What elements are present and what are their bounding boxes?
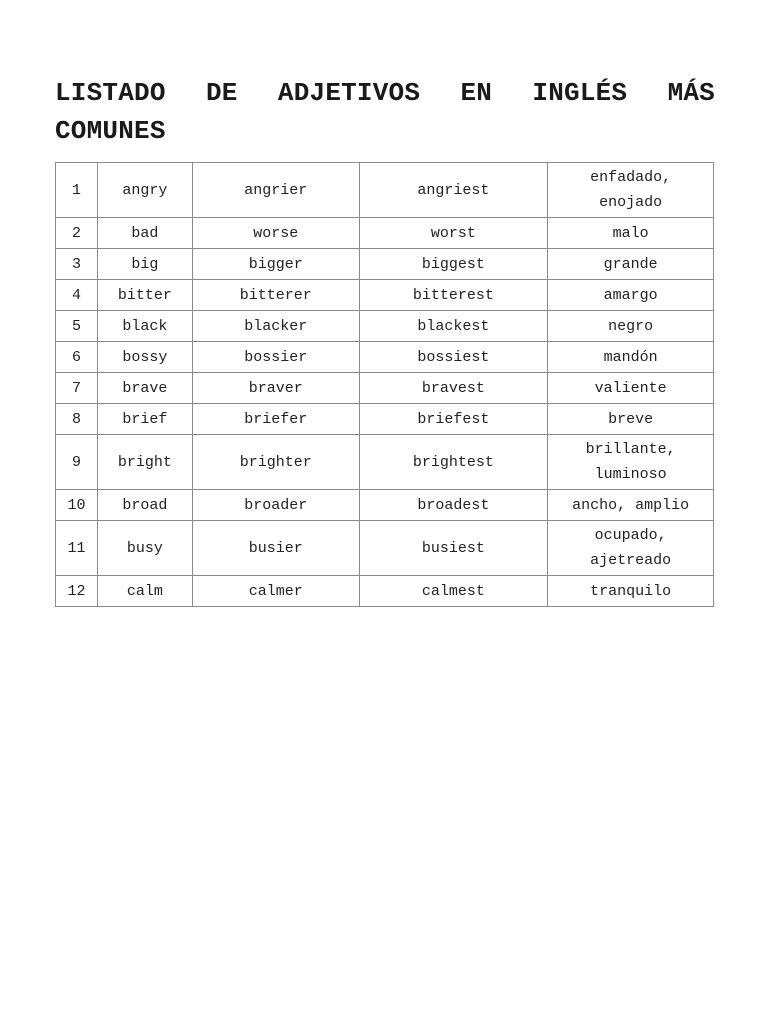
adjective-superlative: busiest (359, 521, 548, 576)
spanish-translation: valiente (548, 373, 714, 404)
adjective-superlative: angriest (359, 163, 548, 218)
spanish-translation: enfadado, enojado (548, 163, 714, 218)
adjective-comparative: brighter (192, 435, 359, 490)
table-row (56, 490, 714, 521)
adjective-superlative: briefest (359, 404, 548, 435)
table-row (56, 280, 714, 311)
spanish-translation: brillante, luminoso (548, 435, 714, 490)
adjective-positive: broad (97, 490, 192, 521)
row-number: 1 (56, 163, 98, 218)
spanish-translation: ocupado, ajetreado (548, 521, 714, 576)
table-row (56, 218, 714, 249)
adjective-positive: bad (97, 218, 192, 249)
adjective-superlative: broadest (359, 490, 548, 521)
row-number: 6 (56, 342, 98, 373)
table-row (56, 249, 714, 280)
spanish-translation: breve (548, 404, 714, 435)
adjective-superlative: calmest (359, 576, 548, 607)
table-row (56, 404, 714, 435)
adjective-comparative: worse (192, 218, 359, 249)
adjective-comparative: braver (192, 373, 359, 404)
row-number: 5 (56, 311, 98, 342)
adjective-positive: bitter (97, 280, 192, 311)
adjective-comparative: busier (192, 521, 359, 576)
adjective-comparative: bigger (192, 249, 359, 280)
row-number: 12 (56, 576, 98, 607)
spanish-translation: malo (548, 218, 714, 249)
table-row (56, 342, 714, 373)
row-number: 3 (56, 249, 98, 280)
adjective-superlative: bossiest (359, 342, 548, 373)
spanish-translation: mandón (548, 342, 714, 373)
table-row (56, 311, 714, 342)
adjective-superlative: biggest (359, 249, 548, 280)
adjective-superlative: brightest (359, 435, 548, 490)
row-number: 10 (56, 490, 98, 521)
adjective-positive: bossy (97, 342, 192, 373)
adjective-comparative: blacker (192, 311, 359, 342)
adjective-comparative: angrier (192, 163, 359, 218)
row-number: 7 (56, 373, 98, 404)
adjectives-table (55, 162, 714, 607)
adjective-positive: brief (97, 404, 192, 435)
row-number: 9 (56, 435, 98, 490)
adjective-positive: angry (97, 163, 192, 218)
adjective-positive: busy (97, 521, 192, 576)
adjective-superlative: worst (359, 218, 548, 249)
adjective-positive: bright (97, 435, 192, 490)
adjective-positive: black (97, 311, 192, 342)
adjective-comparative: broader (192, 490, 359, 521)
table-row (56, 576, 714, 607)
spanish-translation: tranquilo (548, 576, 714, 607)
row-number: 8 (56, 404, 98, 435)
adjective-comparative: briefer (192, 404, 359, 435)
row-number: 2 (56, 218, 98, 249)
adjective-comparative: calmer (192, 576, 359, 607)
adjective-positive: brave (97, 373, 192, 404)
adjective-superlative: bravest (359, 373, 548, 404)
table-row (56, 435, 714, 490)
spanish-translation: ancho, amplio (548, 490, 714, 521)
table-row (56, 163, 714, 218)
table-row (56, 521, 714, 576)
row-number: 4 (56, 280, 98, 311)
page-title: LISTADO DE ADJETIVOS EN INGLÉS MÁS COMUNES (55, 78, 715, 146)
row-number: 11 (56, 521, 98, 576)
adjective-comparative: bossier (192, 342, 359, 373)
adjective-positive: calm (97, 576, 192, 607)
spanish-translation: amargo (548, 280, 714, 311)
spanish-translation: negro (548, 311, 714, 342)
spanish-translation: grande (548, 249, 714, 280)
adjective-superlative: bitterest (359, 280, 548, 311)
table-row (56, 373, 714, 404)
adjective-comparative: bitterer (192, 280, 359, 311)
adjective-superlative: blackest (359, 311, 548, 342)
adjective-positive: big (97, 249, 192, 280)
